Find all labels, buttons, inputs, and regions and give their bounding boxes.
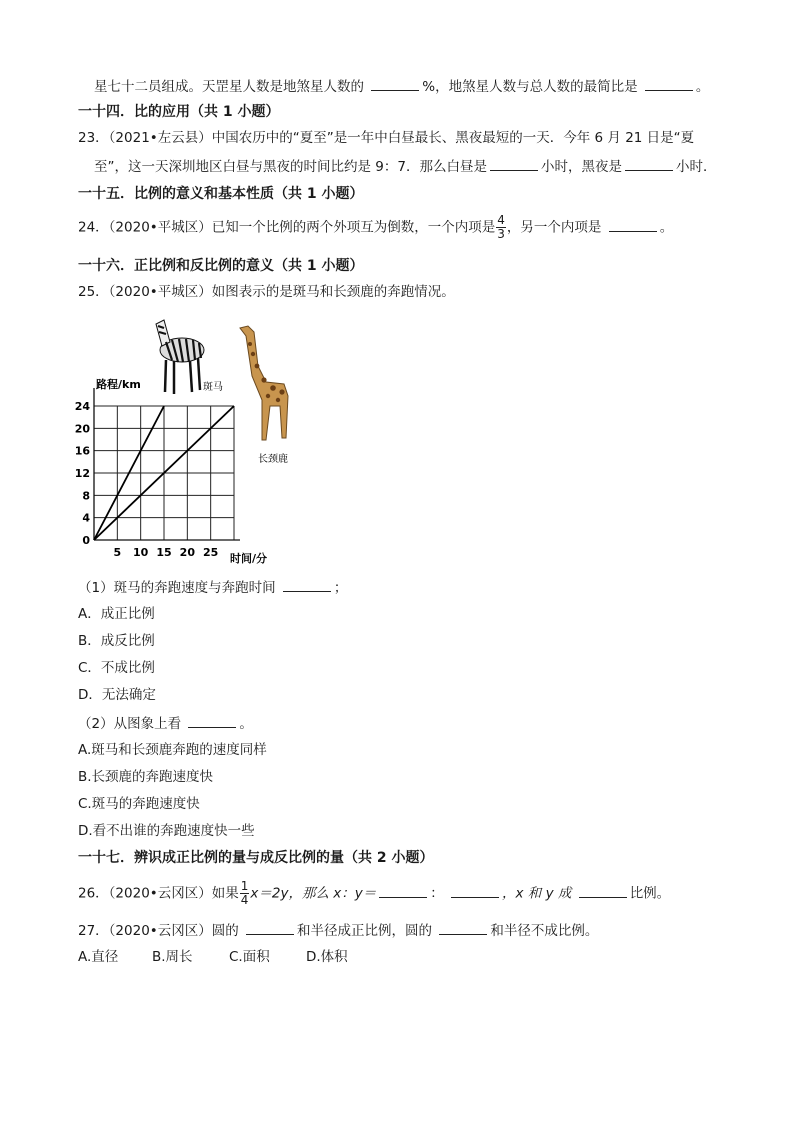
y-tick-label-3: 12 [74, 467, 90, 480]
q25-part2-text: （2）从图象上看 [78, 716, 182, 732]
y-tick-label-6: 24 [74, 400, 90, 413]
y-tick-label-1: 4 [82, 511, 90, 525]
q25-part2-blank[interactable] [188, 713, 236, 728]
q25-part1-option-a[interactable]: A．成正比例 [78, 606, 155, 622]
giraffe-label: 长颈鹿 [258, 454, 288, 465]
q24-line [78, 214, 673, 241]
q23-line-2 [94, 156, 716, 177]
q27-blank-2[interactable] [439, 920, 487, 935]
q25-part2-stem [78, 713, 253, 734]
q25-part2-option-b[interactable]: B.长颈鹿的奔跑速度快 [78, 769, 214, 785]
q26-text-3: ，x 和 y 成 [502, 885, 572, 902]
q25-part1-text: （1）斑马的奔跑速度与奔跑时间 [78, 580, 276, 596]
q22-blank-1[interactable] [371, 76, 419, 91]
q26-text-2: x＝2y，那么 x：y＝ [250, 885, 377, 902]
q25-part1-semicolon: ； [333, 580, 348, 596]
q24-text-2: ，另一个内项是 [506, 219, 602, 236]
q22-blank-2[interactable] [645, 76, 693, 91]
q25-part2-period: 。 [239, 716, 253, 732]
q26-text-1: 26．（2020•云冈区）如果 [78, 885, 239, 902]
x-tick-label-0: 5 [113, 546, 122, 559]
q27-text-3: 和半径不成比例。 [490, 923, 599, 939]
q26-blank-1[interactable] [379, 883, 427, 898]
zebra-giraffe-chart [74, 310, 322, 570]
q22-continuation [94, 76, 709, 97]
q26-blank-2[interactable] [451, 883, 499, 898]
q26-text-4: 比例。 [629, 885, 671, 902]
q25-part1-blank[interactable] [283, 577, 331, 592]
q25-part1-stem [78, 577, 347, 598]
x-tick-label-4: 25 [203, 546, 219, 559]
q22-text-1: 星七十二员组成。天罡星人数是地煞星人数的 [94, 79, 364, 95]
q23-blank-1[interactable] [490, 156, 538, 171]
plot-area [75, 388, 240, 559]
q23-blank-2[interactable] [625, 156, 673, 171]
y-axis-label: 路程/km [96, 378, 141, 391]
q27-blank-1[interactable] [246, 920, 294, 935]
zebra-label: 斑马 [203, 382, 223, 393]
q24-fraction [496, 214, 506, 241]
q23-line-1: 23．（2021•左云县）中国农历中的“夏至”是一年中白昼最长、黑夜最短的一天．今年 6 月 21 日是“夏 [78, 130, 695, 146]
q26-colon: ： [430, 885, 444, 902]
q23-text-3: 小时． [675, 159, 717, 175]
q22-text-2: %，地煞星人数与总人数的最简比是 [422, 79, 638, 95]
q27-option-b[interactable]: B.周长 [152, 949, 193, 965]
q27-line [78, 920, 598, 941]
q25-part2-option-c[interactable]: C.斑马的奔跑速度快 [78, 796, 200, 812]
q26-line [78, 880, 670, 907]
y-tick-label-2: 8 [82, 489, 90, 503]
q26-fraction [240, 880, 250, 907]
q24-blank[interactable] [609, 217, 657, 232]
y-tick-label-5: 20 [74, 422, 90, 436]
q23-text-1: 至”，这一天深圳地区白昼与黑夜的时间比约是 9：7．那么白昼是 [94, 159, 487, 175]
q25-part1-option-b[interactable]: B．成反比例 [78, 633, 155, 649]
q27-option-a[interactable]: A.直径 [78, 949, 119, 965]
q23-text-2: 小时，黑夜是 [540, 159, 622, 175]
q25-stem: 25．（2020•平城区）如图表示的是斑马和长颈鹿的奔跑情况。 [78, 284, 455, 300]
x-tick-label-2: 15 [156, 546, 172, 559]
section-heading-15: 一十五．比例的意义和基本性质（共 1 小题） [78, 186, 364, 202]
x-tick-label-3: 20 [179, 546, 195, 559]
q24-text-3: 。 [659, 219, 674, 236]
section-heading-14: 一十四．比的应用（共 1 小题） [78, 104, 280, 120]
x-tick-label-1: 10 [133, 546, 149, 559]
q24-denominator: 3 [497, 227, 505, 241]
q27-option-c[interactable]: C.面积 [229, 949, 270, 965]
y-tick-label-0: 0 [82, 534, 90, 547]
q26-blank-3[interactable] [579, 883, 627, 898]
q26-denominator: 4 [240, 893, 249, 907]
q24-numerator: 4 [497, 213, 505, 227]
zebra-image [156, 320, 204, 394]
q27-option-d[interactable]: D.体积 [306, 949, 348, 965]
q27-text-2: 和半径成正比例，圆的 [297, 923, 433, 939]
q25-part1-option-d[interactable]: D．无法确定 [78, 687, 156, 703]
section-heading-17: 一十七．辨识成正比例的量与成反比例的量（共 2 小题） [78, 850, 434, 866]
q27-text-1: 27．（2020•云冈区）圆的 [78, 923, 239, 939]
q25-part1-option-c[interactable]: C．不成比例 [78, 660, 155, 676]
section-heading-16: 一十六．正比例和反比例的意义（共 1 小题） [78, 258, 364, 274]
q25-part2-option-d[interactable]: D.看不出谁的奔跑速度快一些 [78, 823, 255, 839]
q25-part2-option-a[interactable]: A.斑马和长颈鹿奔跑的速度同样 [78, 742, 267, 758]
q22-text-3: 。 [695, 79, 710, 95]
x-axis-label: 时间/分 [230, 552, 268, 565]
y-tick-label-4: 16 [74, 444, 90, 458]
q26-numerator: 1 [240, 879, 249, 893]
q24-text-1: 24．（2020•平城区）已知一个比例的两个外项互为倒数，一个内项是 [78, 219, 496, 236]
giraffe-image [240, 326, 288, 440]
